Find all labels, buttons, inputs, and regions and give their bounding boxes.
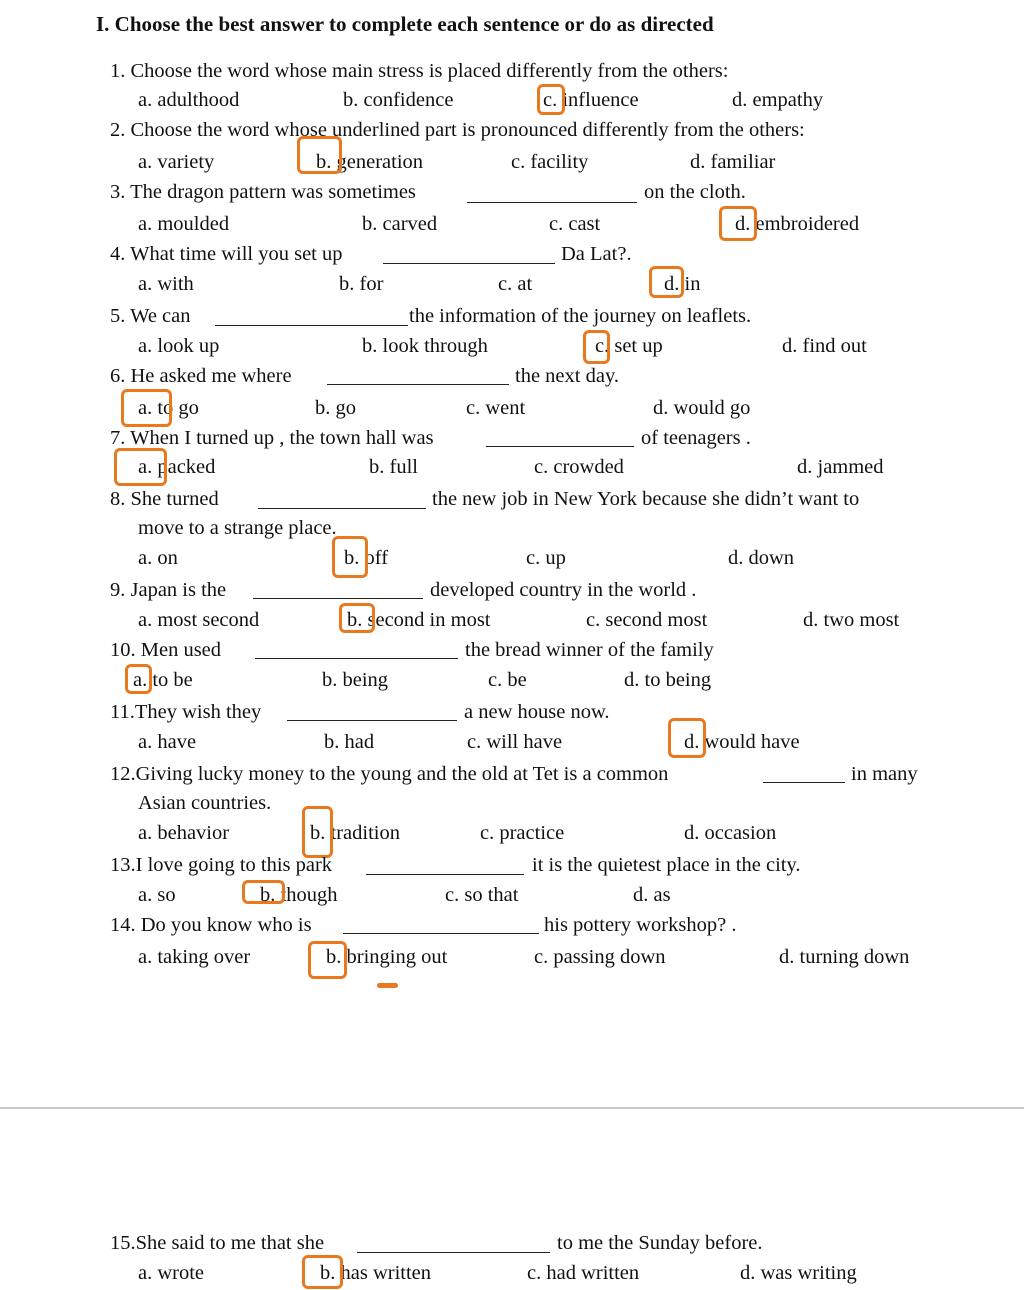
q7-option-a[interactable]: a. packed <box>138 456 216 478</box>
question-4-stem: 4. What time will you set up <box>110 243 343 265</box>
q13-option-a[interactable]: a. so <box>138 884 176 906</box>
q14-option-a[interactable]: a. taking over <box>138 946 251 968</box>
q1-option-d[interactable]: d. empathy <box>732 89 824 111</box>
question-9-stem-end: developed country in the world . <box>430 579 697 601</box>
answer-mark <box>242 880 285 904</box>
q14-option-b[interactable]: b. bringing out <box>326 946 448 968</box>
question-8-stem-cont: the new job in New York because she didn’t want to <box>432 488 860 510</box>
q5-option-d[interactable]: d. find out <box>782 335 867 357</box>
question-2-stem: 2. Choose the word whose underlined part is pronounced differently from the others: <box>110 119 805 141</box>
q3-option-c[interactable]: c. cast <box>549 213 601 235</box>
answer-blank <box>343 933 539 934</box>
q4-option-b[interactable]: b. for <box>339 273 384 295</box>
q9-option-a[interactable]: a. most second <box>138 609 260 631</box>
page-title: I. Choose the best answer to complete each sentence or do as directed <box>96 12 714 36</box>
q13-option-b[interactable]: b. though <box>260 884 338 906</box>
q11-option-c[interactable]: c. will have <box>467 731 563 753</box>
q12-option-a[interactable]: a. behavior <box>138 822 230 844</box>
q9-option-c[interactable]: c. second most <box>586 609 708 631</box>
q3-option-a[interactable]: a. moulded <box>138 213 230 235</box>
answer-mark <box>339 603 375 633</box>
question-12-stem-line2: Asian countries. <box>138 792 272 814</box>
q1-option-c[interactable]: c. influence <box>543 89 639 111</box>
q5-option-b[interactable]: b. look through <box>362 335 488 357</box>
question-3-stem-end: on the cloth. <box>644 181 746 203</box>
q6-option-c[interactable]: c. went <box>466 397 526 419</box>
q6-option-b[interactable]: b. go <box>315 397 356 419</box>
q15-option-b[interactable]: b. has written <box>320 1262 432 1284</box>
q4-option-a[interactable]: a. with <box>138 273 194 295</box>
question-8-stem-line2: move to a strange place. <box>138 517 337 539</box>
question-5-stem-end: the information of the journey on leaflets. <box>409 305 752 327</box>
q10-option-a[interactable]: a. to be <box>133 669 193 691</box>
q10-option-d[interactable]: d. to being <box>624 669 712 691</box>
question-8-stem: 8. She turned <box>110 488 219 510</box>
q14-option-d[interactable]: d. turning down <box>779 946 910 968</box>
question-6-stem: 6. He asked me where <box>110 365 292 387</box>
answer-blank <box>258 508 426 509</box>
answer-blank <box>327 384 509 385</box>
question-4-stem-end: Da Lat?. <box>561 243 632 265</box>
q12-option-b[interactable]: b. tradition <box>310 822 400 844</box>
q15-option-d[interactable]: d. was writing <box>740 1262 857 1284</box>
q11-option-a[interactable]: a. have <box>138 731 197 753</box>
answer-mark <box>649 266 684 298</box>
answer-mark <box>302 1255 343 1289</box>
q2-option-b[interactable]: b. generation <box>316 151 424 173</box>
q2-option-c[interactable]: c. facility <box>511 151 589 173</box>
q4-option-d[interactable]: d. in <box>664 273 701 295</box>
q11-option-d[interactable]: d. would have <box>684 731 800 753</box>
question-15-stem-end: to me the Sunday before. <box>557 1232 763 1254</box>
q15-option-a[interactable]: a. wrote <box>138 1262 205 1284</box>
answer-mark <box>332 536 368 578</box>
question-13-stem: 13.I love going to this park <box>110 854 333 876</box>
answer-blank <box>255 658 458 659</box>
q11-option-b[interactable]: b. had <box>324 731 375 753</box>
q12-option-d[interactable]: d. occasion <box>684 822 777 844</box>
q5-option-c[interactable]: c. set up <box>595 335 663 357</box>
q2-option-a[interactable]: a. variety <box>138 151 215 173</box>
q8-option-d[interactable]: d. down <box>728 547 795 569</box>
q5-option-a[interactable]: a. look up <box>138 335 220 357</box>
q6-option-a[interactable]: a. to go <box>138 397 199 419</box>
question-14-stem: 14. Do you know who is <box>110 914 312 936</box>
answer-blank <box>486 446 634 447</box>
q8-option-b[interactable]: b. off <box>344 547 389 569</box>
answer-blank <box>357 1252 550 1253</box>
q4-option-c[interactable]: c. at <box>498 273 533 295</box>
answer-blank <box>215 325 408 326</box>
answer-mark <box>114 448 167 486</box>
question-11-stem-end: a new house now. <box>464 701 610 723</box>
q13-option-d[interactable]: d. as <box>633 884 671 906</box>
question-12-stem: 12.Giving lucky money to the young and the old at Tet is a common <box>110 763 669 785</box>
question-12-stem-cont: in many <box>851 763 918 785</box>
q3-option-d[interactable]: d. embroidered <box>735 213 860 235</box>
q6-option-d[interactable]: d. would go <box>653 397 751 419</box>
pen-mark <box>377 983 398 988</box>
q3-option-b[interactable]: b. carved <box>362 213 438 235</box>
q10-option-b[interactable]: b. being <box>322 669 389 691</box>
answer-blank <box>366 874 524 875</box>
answer-mark <box>583 330 610 364</box>
q9-option-d[interactable]: d. two most <box>803 609 900 631</box>
question-10-stem-end: the bread winner of the family <box>465 639 714 661</box>
q2-option-d[interactable]: d. familiar <box>690 151 776 173</box>
q1-option-a[interactable]: a. adulthood <box>138 89 240 111</box>
question-7-stem-end: of teenagers . <box>641 427 751 449</box>
answer-blank <box>383 263 555 264</box>
answer-mark <box>125 664 152 694</box>
answer-mark <box>537 84 565 115</box>
answer-blank <box>763 782 845 783</box>
question-6-stem-end: the next day. <box>515 365 619 387</box>
q7-option-d[interactable]: d. jammed <box>797 456 884 478</box>
q9-option-b[interactable]: b. second in most <box>347 609 491 631</box>
q1-option-b[interactable]: b. confidence <box>343 89 454 111</box>
answer-mark <box>719 206 757 241</box>
q15-option-c[interactable]: c. had written <box>527 1262 640 1284</box>
q13-option-c[interactable]: c. so that <box>445 884 519 906</box>
question-1-stem: 1. Choose the word whose main stress is placed differently from the others: <box>110 60 729 82</box>
question-14-stem-end: his pottery workshop? . <box>544 914 737 936</box>
question-15-stem: 15.She said to me that she <box>110 1232 325 1254</box>
answer-mark <box>297 136 342 174</box>
answer-mark <box>668 718 706 758</box>
q7-option-b[interactable]: b. full <box>369 456 418 478</box>
question-10-stem: 10. Men used <box>110 639 222 661</box>
question-13-stem-end: it is the quietest place in the city. <box>532 854 801 876</box>
page-divider <box>0 1107 1024 1109</box>
q14-option-c[interactable]: c. passing down <box>534 946 666 968</box>
answer-blank <box>287 720 457 721</box>
answer-mark <box>308 941 347 979</box>
question-3-stem: 3. The dragon pattern was sometimes <box>110 181 416 203</box>
answer-blank <box>253 598 423 599</box>
question-9-stem: 9. Japan is the <box>110 579 227 601</box>
question-7-stem: 7. When I turned up , the town hall was <box>110 427 434 449</box>
q10-option-c[interactable]: c. be <box>488 669 527 691</box>
answer-mark <box>121 389 172 427</box>
q7-option-c[interactable]: c. crowded <box>534 456 624 478</box>
q12-option-c[interactable]: c. practice <box>480 822 565 844</box>
question-5-stem: 5. We can <box>110 305 191 327</box>
question-11-stem: 11.They wish they <box>110 701 262 723</box>
answer-blank <box>467 202 637 203</box>
q8-option-a[interactable]: a. on <box>138 547 178 569</box>
answer-mark <box>302 806 333 858</box>
q8-option-c[interactable]: c. up <box>526 547 566 569</box>
